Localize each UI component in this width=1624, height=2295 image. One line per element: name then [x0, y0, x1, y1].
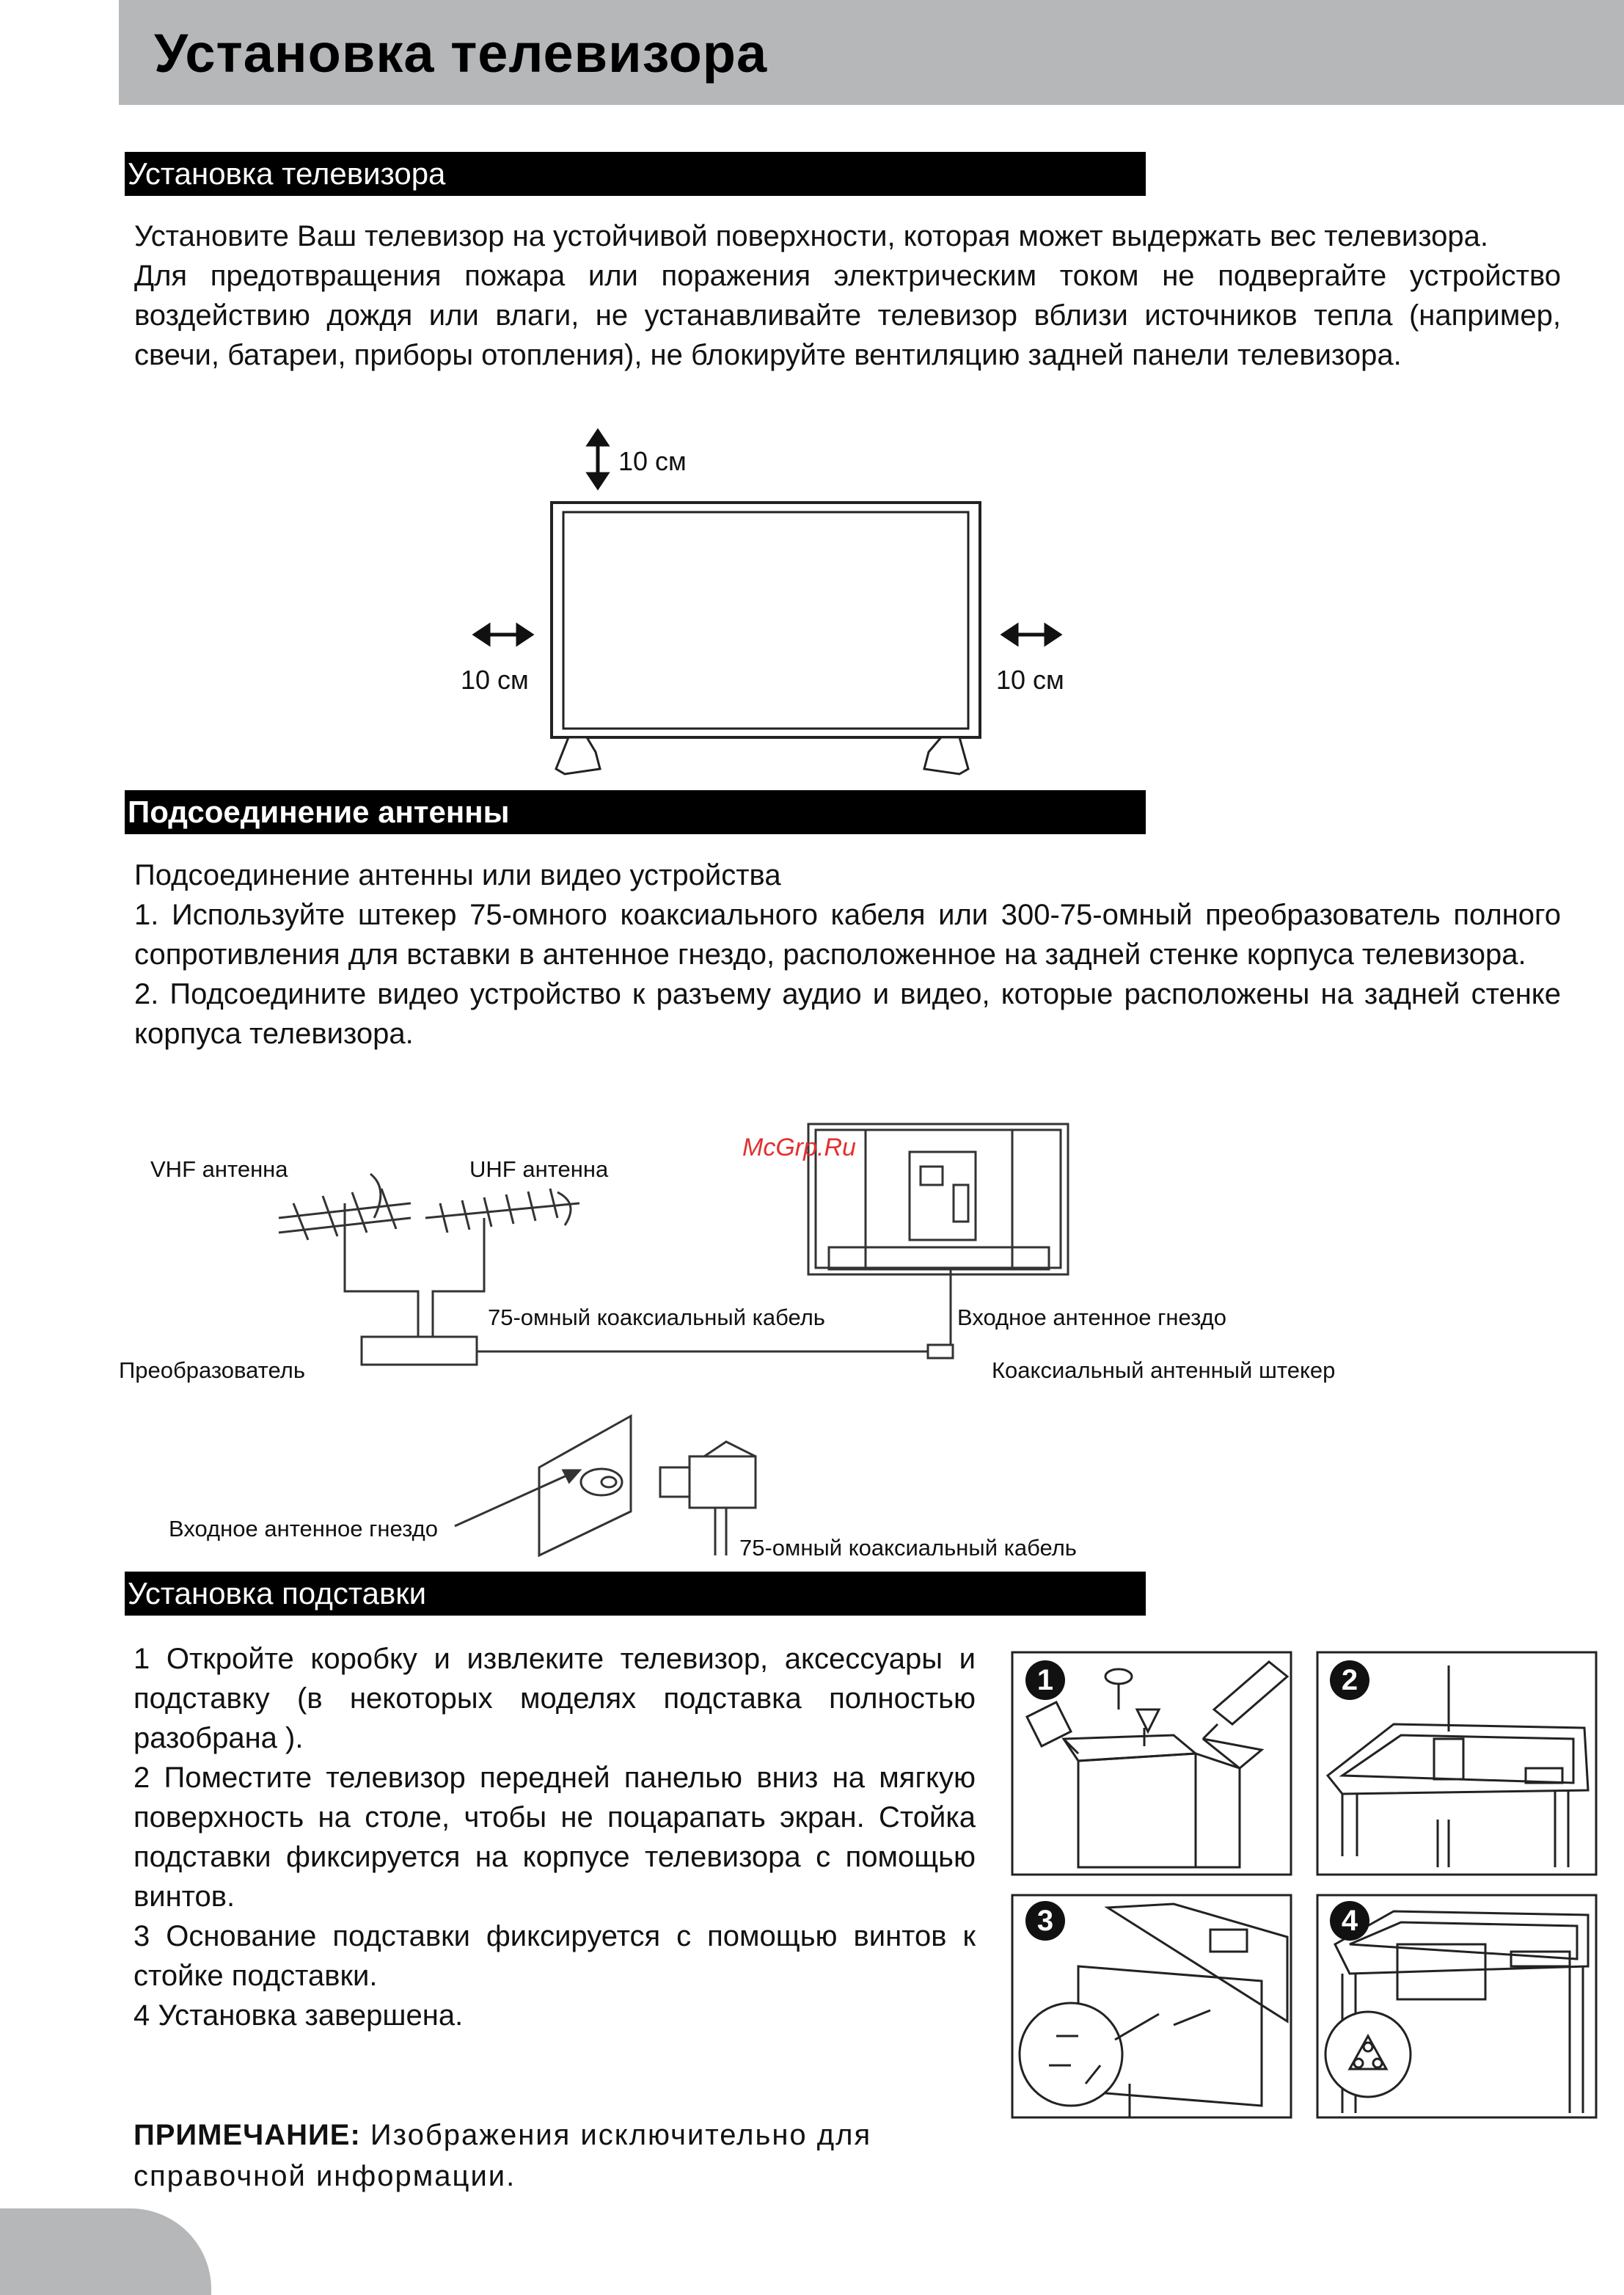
note-label: ПРИМЕЧАНИЕ: — [133, 2119, 361, 2151]
uhf-antenna-label: UHF антенна — [469, 1156, 609, 1182]
clearance-right-label: 10 см — [996, 665, 1064, 695]
step-3-badge: 3 — [1036, 1905, 1054, 1937]
section-title-install: Установка телевизора — [125, 152, 1146, 196]
wall-jack-label: Входное антенное гнездо — [169, 1516, 438, 1541]
section-title-antenna: Подсоединение антенны — [125, 790, 1146, 834]
watermark: McGrp.Ru — [742, 1134, 856, 1161]
step-4-badge: 4 — [1341, 1905, 1358, 1937]
stand-step-3: 3 Основание подставки фиксируется с помощью винтов к стойке подставки. — [133, 1920, 976, 1992]
antenna-paragraph-2: 1. Используйте штекер 75-омного коаксиального кабеля или 300-75-омный преобразователь полного сопротивления для вставки в антенное гнездо, расположенное на задней стенке корпуса телевизора. — [134, 899, 1561, 971]
coaxial-cable-label: 75-омный коаксиальный кабель — [488, 1305, 825, 1330]
install-paragraph-1: Установите Ваш телевизор на устойчивой поверхности, которая может выдержать вес телевизора. — [134, 220, 1488, 252]
connector-cable-label: 75-омный коаксиальный кабель — [739, 1535, 1077, 1561]
vhf-antenna-label: VHF антенна — [150, 1156, 288, 1182]
input-jack-label: Входное антенное гнездо — [957, 1305, 1226, 1330]
stand-step-2: 2 Поместите телевизор передней панелью вниз на мягкую поверхность на столе, чтобы не поцарапать экран. Стойка подставки фиксируется на корпусе телевизора с помощью винтов. — [133, 1762, 976, 1913]
page-title: Установка телевизора — [154, 23, 768, 84]
clearance-left-label: 10 см — [461, 665, 529, 695]
note — [133, 2115, 962, 2197]
step-1-badge: 1 — [1036, 1664, 1054, 1696]
antenna-paragraph-3: 2. Подсоедините видео устройство к разъему аудио и видео, которые расположены на задней стенке корпуса телевизора. — [134, 978, 1561, 1050]
converter-label: Преобразователь — [119, 1357, 305, 1383]
stand-step-1: 1 Откройте коробку и извлеките телевизор, аксессуары и подставку (в некоторых моделях подставка полностью разобрана ). — [133, 1643, 976, 1754]
antenna-paragraph-1: Подсоединение антенны или видео устройства — [134, 859, 781, 891]
step-2-badge: 2 — [1341, 1664, 1358, 1696]
stand-step-4: 4 Установка завершена. — [133, 1999, 464, 2032]
clearance-top-label: 10 см — [618, 446, 687, 476]
note-text: Изображения исключительно для справочной информации. — [133, 2119, 872, 2192]
coaxial-plug-label: Коаксиальный антенный штекер — [992, 1357, 1336, 1383]
section-title-stand: Установка подставки — [125, 1572, 1146, 1616]
install-paragraph-2: Для предотвращения пожара или поражения электрическим током не подвергайте устройство воздействию дождя или влаги, не устанавливайте телевизор вблизи источников тепла (например, свечи, батареи, приборы отопления), не блокируйте вентиляцию задней панели телевизора. — [134, 260, 1561, 371]
